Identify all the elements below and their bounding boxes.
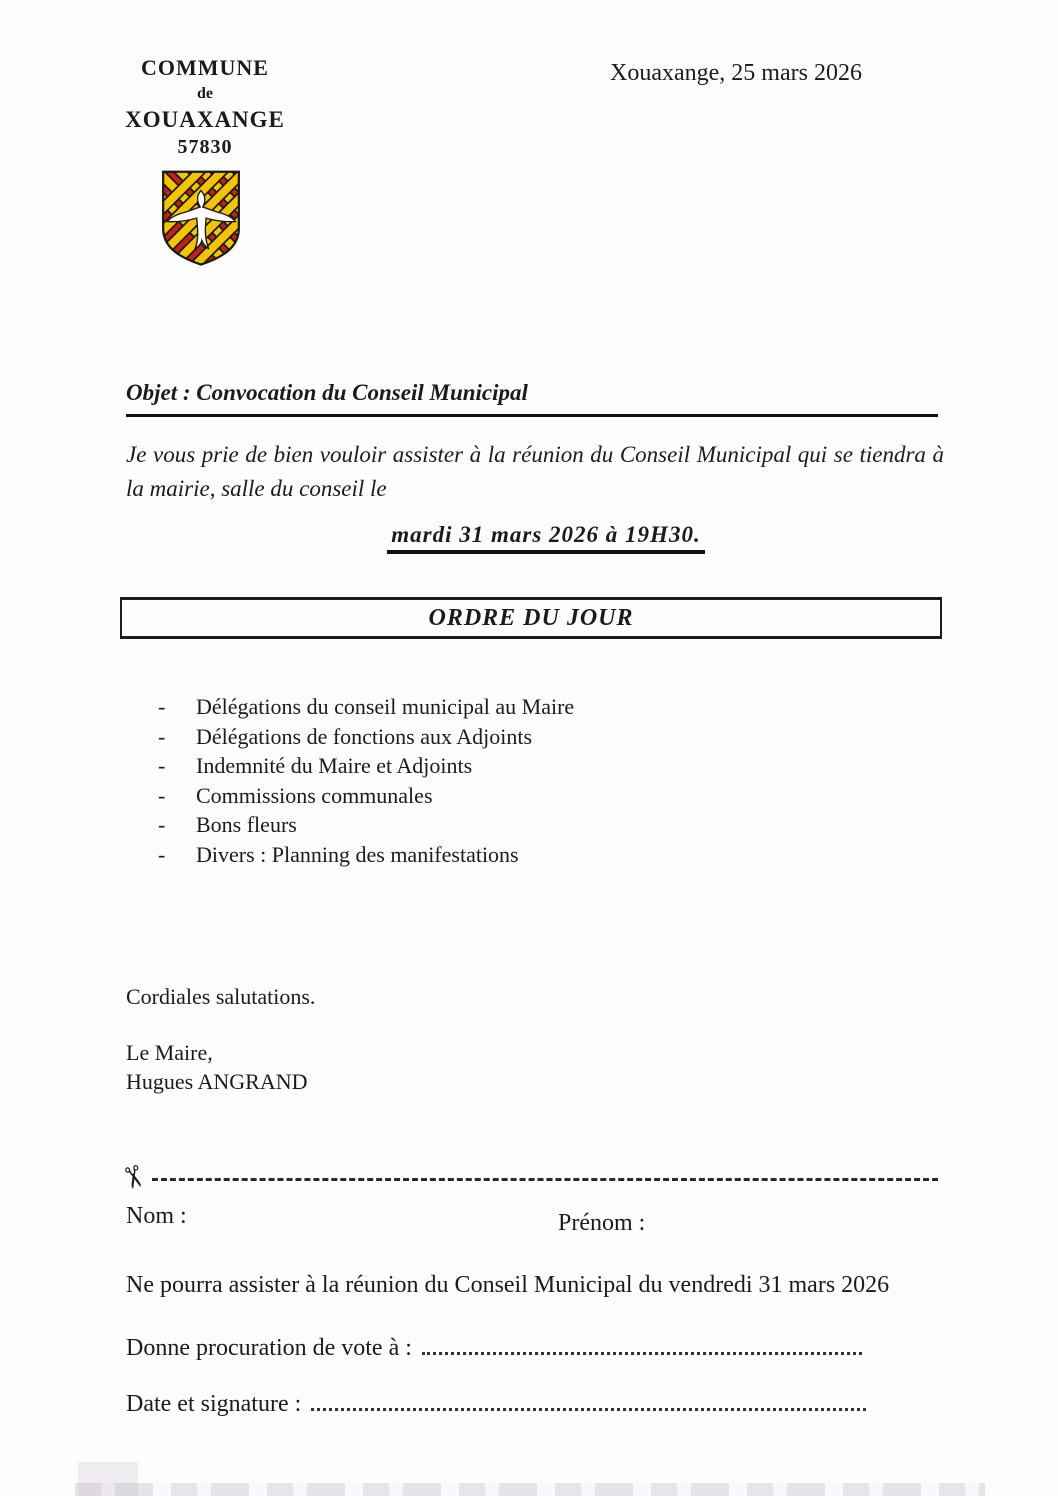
- commune-name: XOUAXANGE: [125, 106, 285, 132]
- commune-header: [90, 55, 320, 159]
- agenda-item-label: Délégations de fonctions aux Adjoints: [196, 723, 533, 749]
- dash-bullet: -: [158, 753, 166, 778]
- agenda-item-label: Délégations du conseil municipal au Maire: [196, 694, 575, 719]
- letter-dateline: Xouaxange, 25 mars 2026: [610, 60, 862, 86]
- dash-bullet: -: [158, 782, 166, 808]
- agenda-item: [158, 810, 574, 840]
- agenda-item: [158, 692, 574, 722]
- agenda-item-label: Divers : Planning des manifestations: [196, 841, 519, 867]
- agenda-item: [158, 722, 574, 752]
- agenda-title: ORDRE DU JOUR: [428, 604, 634, 631]
- date-signature-line: [126, 1384, 866, 1418]
- absence-statement: Ne pourra assister à la réunion du Conseil Municipal du vendredi 31 mars 2026: [126, 1272, 890, 1298]
- proxy-dotted-line: [422, 1328, 862, 1355]
- proxy-label: Donne procuration de vote à :: [126, 1335, 412, 1361]
- dash-bullet: -: [158, 812, 166, 837]
- agenda-item-label: Indemnité du Maire et Adjoints: [196, 753, 473, 778]
- agenda-item: [158, 840, 574, 870]
- nom-label: Nom :: [126, 1203, 187, 1229]
- date-signature-label: Date et signature :: [126, 1391, 302, 1417]
- commune-de: de: [197, 85, 213, 103]
- agenda-title-box: [120, 597, 942, 639]
- proxy-line: [126, 1328, 862, 1362]
- commune-postal-code: 57830: [177, 136, 233, 159]
- signature-name: Hugues ANGRAND: [126, 1069, 308, 1094]
- intro-paragraph: Je vous prie de bien vouloir assister à la réunion du Conseil Municipal qui se tiendra à la mairie, salle du conseil le: [126, 442, 944, 501]
- scan-artifact: [78, 1462, 138, 1496]
- cut-here-line: [112, 1158, 938, 1198]
- agenda-item: [158, 751, 574, 781]
- agenda-item: [158, 781, 574, 811]
- date-signature-dotted-line: [311, 1384, 866, 1411]
- signature-block: [126, 1038, 308, 1096]
- scissors-icon: ✂: [112, 1160, 153, 1195]
- agenda-item-label: Bons fleurs: [196, 812, 297, 837]
- meeting-datetime-line: [126, 522, 966, 554]
- scan-artifact: [75, 1483, 985, 1496]
- subject-line: [126, 380, 938, 417]
- dash-bullet: -: [158, 694, 166, 719]
- subject-text: Objet : Convocation du Conseil Municipal: [126, 380, 528, 405]
- closing-salutation: Cordiales salutations.: [126, 984, 316, 1009]
- signature-title: Le Maire,: [126, 1040, 213, 1065]
- meeting-datetime: mardi 31 mars 2026 à 19H30.: [387, 522, 704, 554]
- agenda-list: [158, 692, 574, 869]
- coat-of-arms-icon: [158, 168, 244, 270]
- dash-bullet: -: [158, 723, 166, 749]
- dash-bullet: -: [158, 841, 166, 867]
- dashed-cut-line: [152, 1178, 938, 1181]
- prenom-label: Prénom :: [558, 1210, 646, 1236]
- agenda-item-label: Commissions communales: [196, 782, 433, 808]
- commune-title: COMMUNE: [141, 55, 269, 80]
